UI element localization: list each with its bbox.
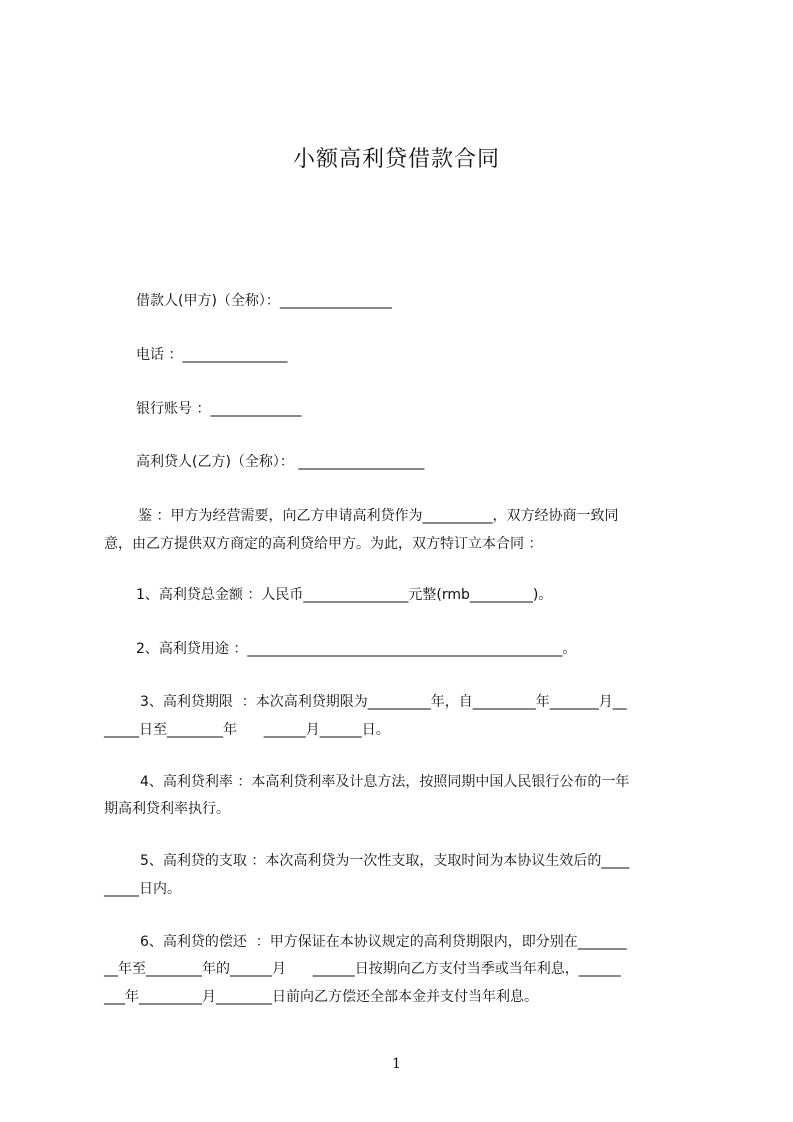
clause-6-line-2: __年至________年的______月 ______日按期向乙方支付当季或当年利息，______ bbox=[104, 961, 621, 977]
clause-1: 1、高利贷总金额 ：人民币_______________元整(rmb_________)。 bbox=[136, 587, 553, 603]
clause-4-line-2: 期高利贷利率执行。 bbox=[104, 801, 230, 817]
clause-3-line-1: 3、高利贷期限 ：本次高利贷期限为_________年，自_________年_______月__ bbox=[140, 694, 627, 710]
clause-5-line-1: 5、高利贷的支取 ：本次高利贷为一次性支取，支取时间为本协议生效后的____ bbox=[140, 853, 630, 869]
preamble-line-2: 意，由乙方提供双方商定的高利贷给甲方。为此，双方特订立本合同 ： bbox=[104, 536, 543, 552]
clause-2: 2、高利贷用途 ：_____________________________________________。 bbox=[136, 641, 577, 657]
clause-6-line-1: 6、高利贷的偿还 ：甲方保证在本协议规定的高利贷期限内，即分别在_______ bbox=[140, 934, 627, 950]
clause-6-line-3: ___年_________月________日前向乙方偿还全部本金并支付当年利息。 bbox=[104, 989, 538, 1005]
preamble-line-1: 鉴 ：甲方为经营需要，向乙方申请高利贷作为__________，双方经协商一致同 bbox=[138, 508, 619, 524]
borrower-field: 借款人(甲方)（全称）：________________ bbox=[136, 293, 392, 309]
bank-account-field: 银行账号 ：_____________ bbox=[136, 401, 302, 417]
document-title: 小额高利贷借款合同 bbox=[292, 147, 500, 172]
phone-field: 电话 ：_______________ bbox=[136, 347, 288, 363]
clause-3-line-2: _____日至________年 ______月______日。 bbox=[104, 722, 390, 738]
clause-4-line-1: 4、高利贷利率 ：本高利贷利率及计息方法，按照同期中国人民银行公布的一年 bbox=[140, 774, 630, 790]
lender-field: 高利贷人(乙方)（全称）： __________________ bbox=[136, 454, 425, 470]
page-number: 1 bbox=[392, 1056, 401, 1072]
clause-5-line-2: _____日内。 bbox=[104, 881, 181, 897]
